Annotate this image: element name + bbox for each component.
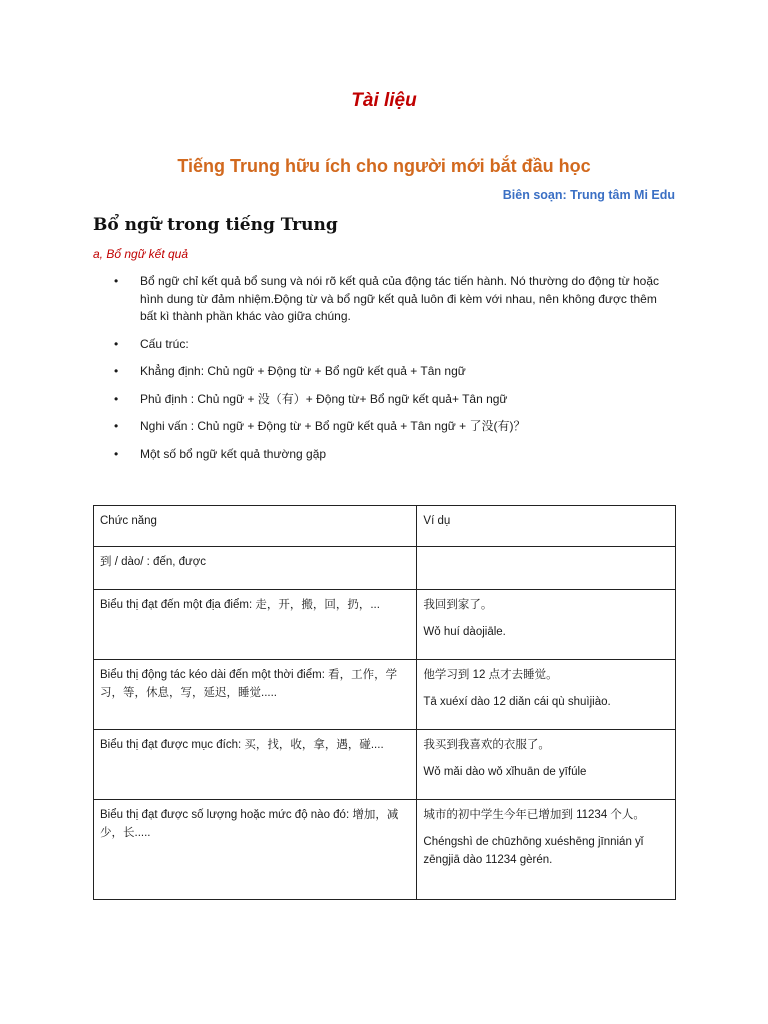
- function-cell: Biểu thị đạt đến một địa điểm: 走，开，搬，回，扔，...: [94, 590, 417, 660]
- example-pinyin: Chéngshì de chūzhōng xuéshēng jīnnián yǐ zēngjiā dào 11234 gèrén.: [423, 836, 644, 866]
- example-chinese: 我买到我喜欢的衣服了。: [423, 739, 550, 751]
- example-cell: [417, 660, 676, 730]
- table-header-row: [94, 506, 676, 547]
- table-row: [94, 590, 676, 660]
- author-credit: Biên soạn: Trung tâm Mi Edu: [502, 188, 675, 202]
- table-row: [94, 800, 676, 900]
- table-row: [94, 660, 676, 730]
- example-pinyin: Wǒ huí dàojiāle.: [423, 626, 506, 638]
- document-subtitle: Tiếng Trung hữu ích cho người mới bắt đầu học: [177, 156, 591, 176]
- bullet-item: • Nghi vấn : Chủ ngữ + Động từ + Bổ ngữ kết quả + Tân ngữ + 了没(有)？: [114, 418, 674, 436]
- bullet-item: • Phủ định : Chủ ngữ + 没（有）+ Động từ+ Bổ ngữ kết quả+ Tân ngữ: [114, 391, 674, 409]
- bullet-item: • Bổ ngữ chỉ kết quả bổ sung và nói rõ kết quả của động tác tiến hành. Nó thường do động từ hoặc hình dung từ đảm nhiệm.Động từ và bổ ngữ kết quả luôn đi kèm với nhau, nên không được thêm bất kì thành phần khác vào giữa chúng.: [114, 273, 674, 326]
- function-cell: 到 / dào/ : đến, được: [94, 547, 417, 590]
- bullet-item: • Cấu trúc:: [114, 336, 674, 354]
- function-cell: Biểu thị đạt được mục đích: 买，找，收，拿，遇，碰....: [94, 730, 417, 800]
- result-complement-table: [93, 505, 676, 900]
- example-pinyin: Tā xuéxí dào 12 diǎn cái qù shuìjiào.: [423, 696, 611, 708]
- section-heading: Bổ ngữ trong tiếng Trung: [93, 215, 338, 235]
- column-header-example: Ví dụ: [417, 506, 676, 547]
- column-header-function: Chức năng: [94, 506, 417, 547]
- function-cell: Biểu thị động tác kéo dài đến một thời điểm: 看，工作，学习，等，休息，写，延迟，睡觉.....: [94, 660, 417, 730]
- example-cell: [417, 547, 676, 590]
- section-subheading: a, Bổ ngữ kết quả: [93, 247, 189, 261]
- example-cell: [417, 590, 676, 660]
- example-cell: [417, 800, 676, 900]
- example-cell: [417, 730, 676, 800]
- example-pinyin: Wǒ mǎi dào wǒ xǐhuān de yīfúle: [423, 766, 587, 778]
- table-row: [94, 547, 676, 590]
- example-chinese: 他学习到 12 点才去睡觉。: [423, 669, 558, 681]
- bullet-item: • Khẳng định: Chủ ngữ + Động từ + Bổ ngữ kết quả + Tân ngữ: [114, 363, 674, 381]
- example-chinese: 城市的初中学生今年已增加到 11234 个人。: [423, 809, 645, 821]
- bullet-item: • Một số bổ ngữ kết quả thường gặp: [114, 446, 674, 464]
- document-title: Tài liệu: [351, 90, 417, 111]
- bullet-list: [114, 273, 674, 473]
- function-cell: Biểu thị đạt được số lượng hoặc mức độ nào đó: 增加，减少，长.....: [94, 800, 417, 900]
- table-row: [94, 730, 676, 800]
- example-chinese: 我回到家了。: [423, 599, 493, 611]
